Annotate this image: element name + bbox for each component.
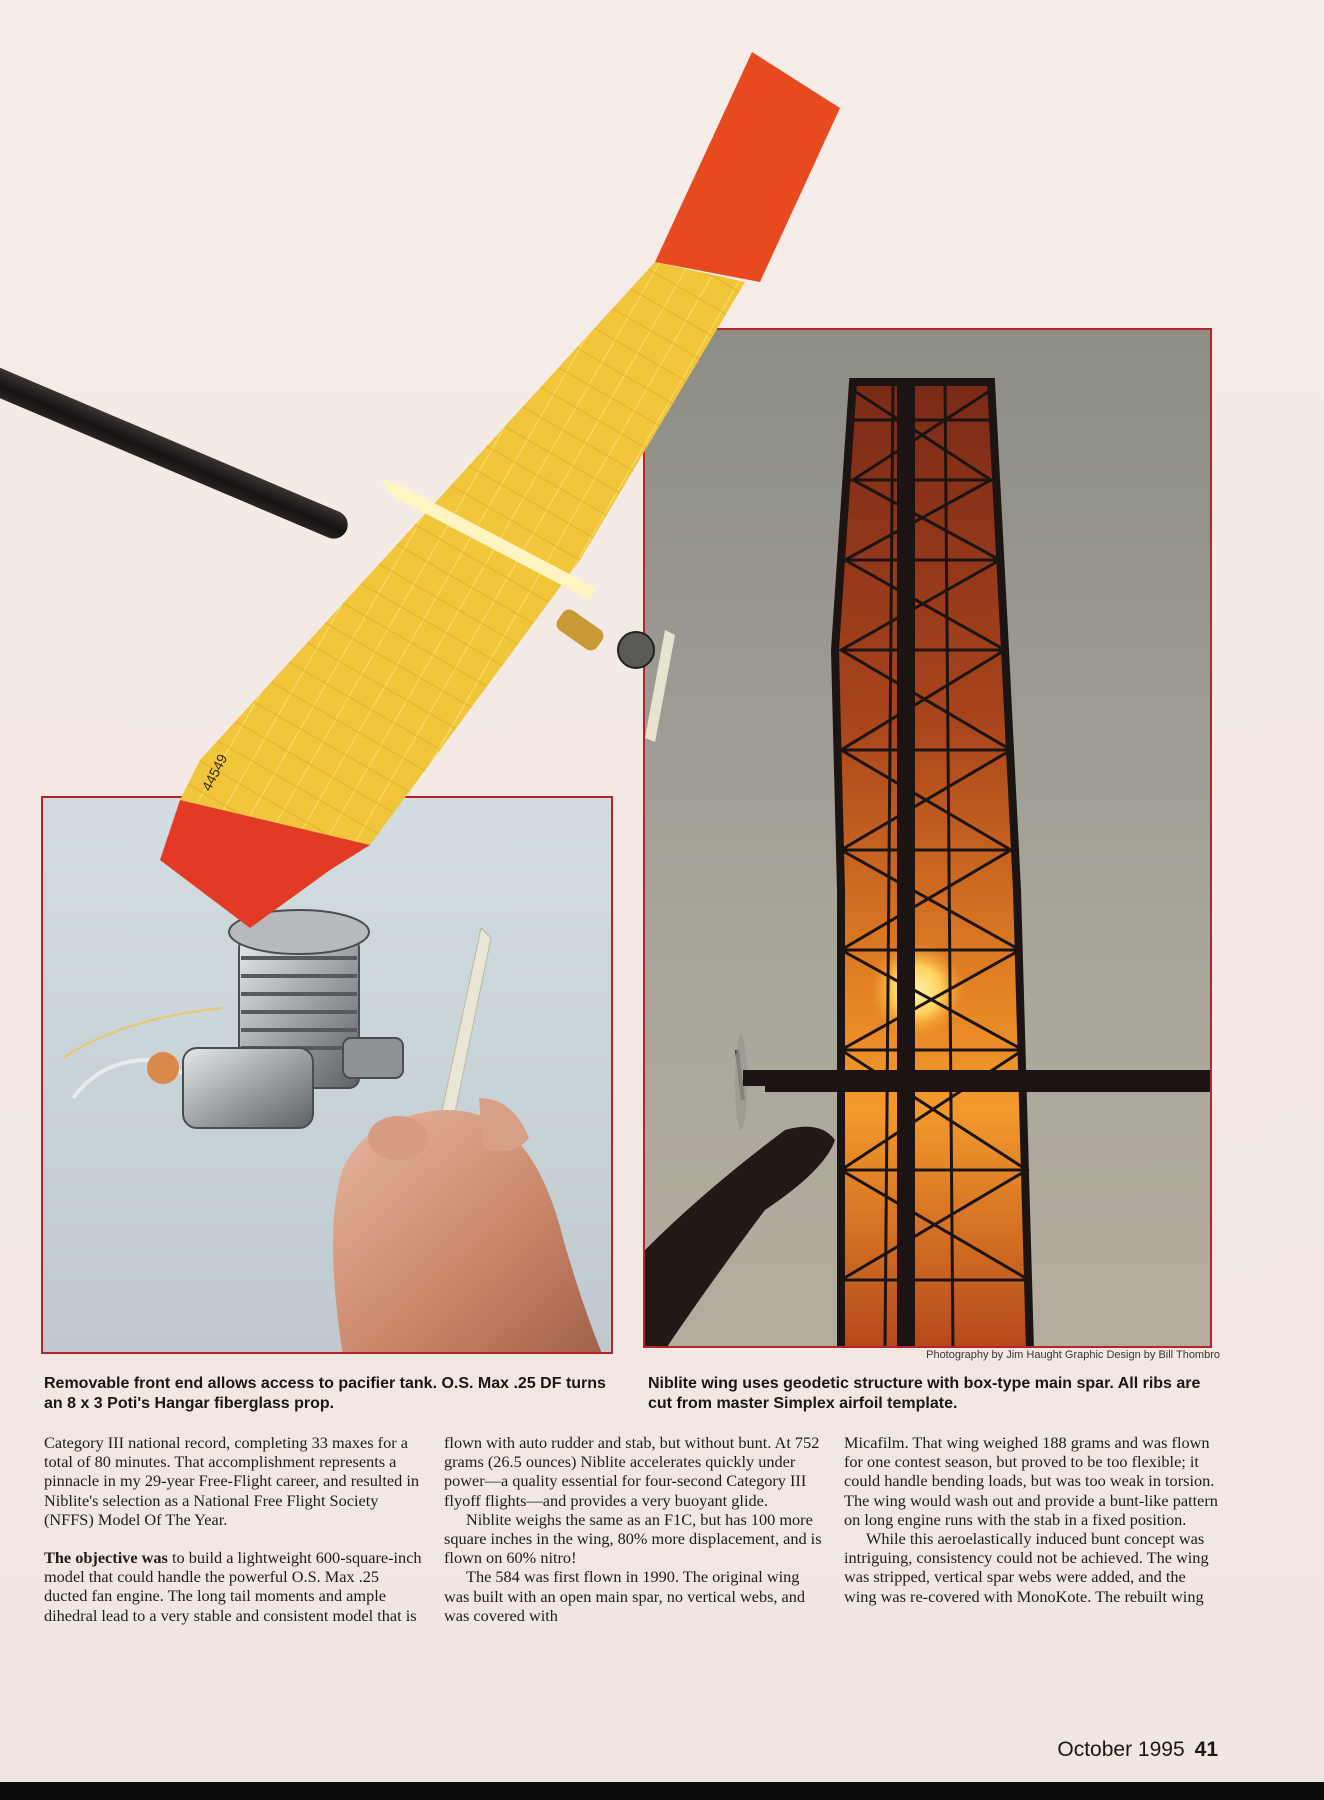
text-column-1 <box>44 1433 424 1625</box>
text-column-2 <box>444 1433 828 1625</box>
paragraph: flown with auto rudder and stab, but without bunt. At 752 grams (26.5 ounces) Niblite accelerates quickly under power—a quality essential for four-second Category III flyoff flights—and provides a very buoyant glide. <box>444 1433 820 1510</box>
page-folio <box>1057 1738 1218 1762</box>
scan-edge <box>0 1782 1324 1800</box>
paragraph: The objective was to build a lightweight 600-square-inch model that could handle the powerful O.S. Max .25 ducted fan engine. The long tail moments and ample dihedral lead to a very stable and consistent model that is <box>44 1548 422 1625</box>
text-column-3 <box>844 1433 1222 1606</box>
model-number: 44549 <box>198 751 231 794</box>
run-in-heading: The objective was <box>44 1548 168 1568</box>
paragraph: Micafilm. That wing weighed 188 grams and was flown for one contest season, but proved to be too flexible; it could handle bending loads, but was too weak in torsion. The wing would wash out and provide a bunt-like pattern on long engine runs with the stab in a fixed position. <box>844 1433 1218 1529</box>
paragraph: While this aeroelastically induced bunt concept was intriguing, consistency could not be achieved. The wing was stripped, vertical spar webs were added, and the wing was re-covered with MonoKote. The rebuilt wing <box>844 1529 1209 1606</box>
issue-date: October 1995 <box>1057 1738 1185 1761</box>
page-number: 41 <box>1194 1738 1218 1761</box>
caption-right: Niblite wing uses geodetic structure with box-type main spar. All ribs are cut from master Simplex airfoil template. <box>648 1375 1201 1412</box>
paragraph: Niblite weighs the same as an F1C, but has 100 more square inches in the wing, 80% more displacement, and is flown on 60% nitro! <box>444 1509 822 1568</box>
caption-left: Removable front end allows access to pacifier tank. O.S. Max .25 DF turns an 8 x 3 Poti's Hangar fiberglass prop. <box>44 1375 606 1412</box>
paragraph: Category III national record, completing 33 maxes for a total of 80 minutes. That accomplishment represents a pinnacle in my 29-year Free-Flight career, and resulted in Niblite's selection as a National Free Flight Society (NFFS) Model Of The Year. <box>44 1433 420 1529</box>
paragraph: The 584 was first flown in 1990. The original wing was built with an open main spar, no vertical webs, and was covered with <box>444 1567 806 1625</box>
photo-credit: Photography by Jim Haught Graphic Design by Bill Thombro <box>926 1349 1220 1361</box>
